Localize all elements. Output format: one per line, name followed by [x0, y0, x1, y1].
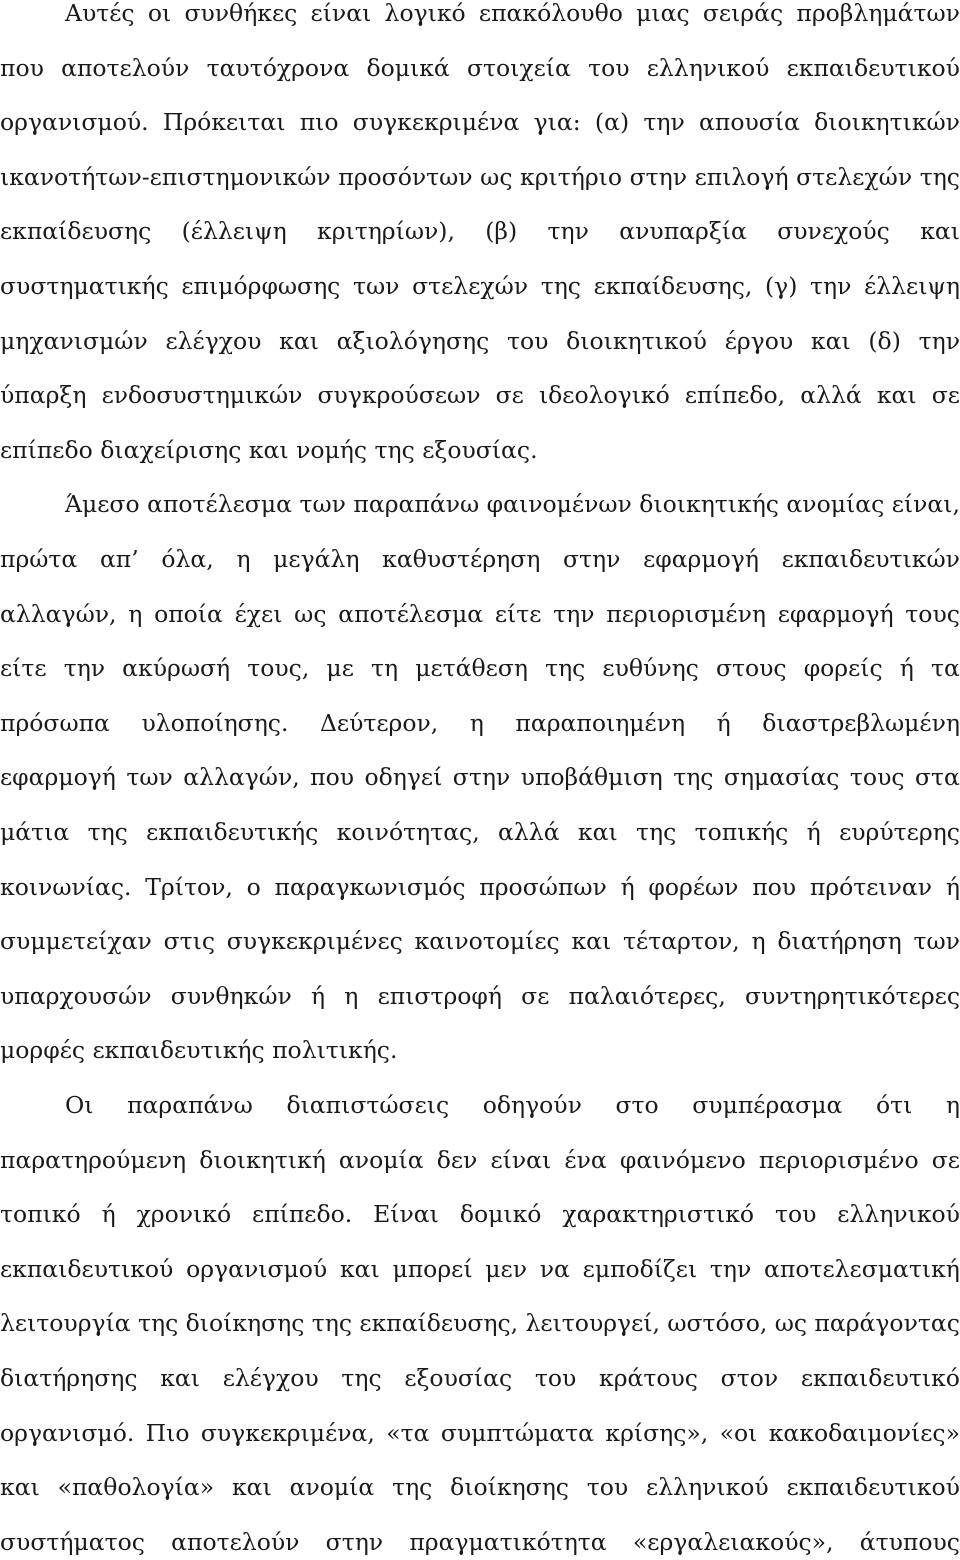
word: της [311, 1309, 353, 1338]
word: διοικητικού [566, 326, 707, 355]
word: της [919, 162, 960, 191]
text-line [0, 969, 960, 1023]
word: αλλαγών, [0, 599, 117, 628]
word: της [545, 654, 586, 683]
word: περιορισμένη [606, 599, 766, 628]
word: αποτελεσματική [764, 1254, 960, 1283]
word: διοικητική [199, 1145, 326, 1174]
word: αποτελούν [61, 53, 190, 82]
word: ένα [564, 1145, 607, 1174]
word: οι [147, 0, 172, 27]
word: κοινωνίας. [0, 872, 132, 901]
word: «τα [386, 1418, 430, 1447]
word: συνθηκών [170, 981, 292, 1010]
word: της [341, 1364, 382, 1392]
word: σε [495, 381, 524, 410]
word: υποβάθμιση [520, 763, 663, 792]
word: στα [914, 763, 960, 792]
text-line [0, 587, 960, 641]
word: εφαρμογή [777, 599, 894, 628]
word: παραπάνω [127, 1091, 253, 1119]
word: συμμετείχαν [0, 927, 152, 956]
text-line [0, 204, 960, 258]
word: ακύρωσή [122, 654, 231, 683]
word: απουσία [699, 108, 800, 137]
word: ικανοτήτων-επιστημονικών [0, 162, 331, 191]
word: Πρόκειται [162, 108, 286, 137]
word: στην [629, 162, 688, 191]
word: αξιολόγησης [336, 326, 490, 355]
word: παράγοντας [814, 1309, 960, 1338]
word: πρώτα [0, 545, 78, 573]
word: πραγματικότητα [409, 1527, 607, 1556]
word: τους [849, 763, 905, 792]
word: ταυτόχρονα [206, 53, 350, 82]
word: προσώπων [479, 872, 607, 901]
word: τέταρτον, [623, 927, 740, 956]
word: την [553, 599, 595, 628]
word: διοίκησης [450, 1473, 569, 1502]
text-line [0, 1078, 960, 1132]
word: ευρύτερης [839, 818, 960, 846]
word: και [876, 381, 917, 410]
word: αποτέλεσμα [147, 490, 292, 519]
word: της [636, 818, 677, 846]
word: των [299, 490, 346, 519]
word: κριτήριο [520, 162, 623, 191]
word: στην [452, 763, 511, 792]
word: στοιχεία [466, 53, 571, 82]
word: στην [325, 1527, 384, 1556]
word: (α) [594, 108, 630, 137]
word: διοίκησης [185, 1309, 305, 1338]
word: ότι [875, 1091, 913, 1119]
word: και [577, 818, 618, 846]
word: εκπαιδευτικής [146, 818, 319, 846]
word: χρονικό [136, 1200, 232, 1229]
word: καινοτομίες [414, 927, 560, 956]
text-line [0, 914, 960, 968]
word: ανυπαρξία [619, 217, 747, 246]
word: εκπαιδευτικού [786, 1473, 960, 1502]
word: φαινομένων [486, 490, 632, 519]
word: εφαρμογή [0, 763, 116, 792]
word: συστήματος [0, 1527, 145, 1556]
word: προβλημάτων [796, 0, 960, 27]
word: οργανισμού [186, 1254, 328, 1283]
word: ιδεολογικό [538, 381, 670, 410]
word: έχει [234, 599, 283, 628]
word: επίπεδο. [252, 1200, 353, 1229]
word: απ’ [99, 545, 139, 573]
word: και [339, 1254, 380, 1283]
word: περιορισμένο [758, 1145, 919, 1174]
word: την [643, 108, 685, 137]
word: και [920, 217, 960, 246]
word: συστηματικής [0, 272, 169, 300]
word: εκπαιδευτικού [786, 53, 960, 82]
word: ελέγχου [222, 1364, 319, 1392]
word: του [774, 1200, 817, 1229]
text-line [0, 532, 960, 586]
word: συντηρητικότερες [745, 981, 960, 1010]
word: τη [370, 654, 399, 683]
word: που [752, 872, 797, 901]
word: «εργαλειακούς», [632, 1527, 834, 1556]
word: εκπαιδευτικών [781, 545, 960, 573]
word: η [469, 708, 484, 737]
word: η [751, 927, 766, 956]
word: δεν [436, 1145, 478, 1174]
word: σε [931, 381, 960, 410]
word: εκπαιδευτικό [800, 1364, 960, 1392]
word: ανομίας [786, 490, 885, 519]
word: μετάθεση [415, 654, 528, 683]
word: μεν [485, 1254, 528, 1283]
word: συγκεκριμένα, [200, 1418, 375, 1447]
word: πρόσωπα [0, 708, 110, 737]
word: στην [563, 545, 621, 573]
word: την [918, 326, 960, 355]
word: λειτουργία [0, 1309, 131, 1338]
word: κοινότητας, [336, 818, 480, 846]
word: είτε [494, 599, 542, 628]
word: και [810, 326, 851, 355]
word: τους [905, 599, 960, 628]
text-line [0, 0, 960, 40]
word: δομικά [366, 53, 450, 82]
word: (γ) [765, 272, 798, 300]
word: εκπαίδευσης, [593, 272, 753, 300]
word: των [353, 272, 400, 300]
word: εκπαίδευσης, [359, 1309, 519, 1338]
word: συμπτώματα [440, 1418, 595, 1447]
word: οδηγούν [482, 1091, 582, 1119]
word: του [506, 326, 549, 355]
word: η [344, 981, 359, 1010]
text-line [0, 1296, 960, 1350]
word: του [588, 53, 630, 82]
word: οποία [154, 599, 223, 628]
word: σειράς [702, 0, 784, 27]
word: διαπιστώσεις [286, 1091, 450, 1119]
word: κριτηρίων), [317, 217, 455, 246]
word: συνεχούς [777, 217, 890, 246]
word: κράτους [599, 1364, 698, 1392]
text-line [0, 1242, 960, 1296]
word: παραπάνω [353, 490, 480, 519]
word: ή [620, 872, 635, 901]
word: φορείς [803, 654, 883, 683]
text-line [0, 1351, 960, 1405]
text-line [0, 1133, 960, 1187]
word: ύπαρξη [0, 381, 87, 410]
word: ή [806, 818, 821, 846]
word: συγκεκριμένα [352, 108, 520, 137]
word: με [326, 654, 354, 683]
word: η [128, 599, 143, 628]
word: καθυστέρηση [382, 545, 541, 573]
word: των [913, 927, 960, 956]
word: της [540, 272, 581, 300]
word: ή [899, 654, 914, 683]
word: παρατηρούμενη [0, 1145, 187, 1174]
text-line [0, 1187, 960, 1241]
word: που [0, 53, 44, 82]
text-line [0, 259, 960, 313]
word: λειτουργεί, [525, 1309, 660, 1338]
word: οργανισμού. [0, 108, 149, 137]
word: παλαιότερες, [568, 981, 726, 1010]
word: ή [945, 872, 960, 901]
word: οργανισμό. [0, 1418, 135, 1447]
word: ως [294, 599, 327, 628]
word: (β) [485, 217, 518, 246]
word: τοπικό [0, 1200, 81, 1229]
word: στον [720, 1364, 779, 1392]
word: είναι, [891, 490, 960, 519]
text-line: μορφές εκπαιδευτικής πολιτικής. [0, 1036, 398, 1065]
word: φαινόμενο [619, 1145, 746, 1174]
word: την [547, 217, 589, 246]
word: ή [101, 1200, 116, 1229]
word: της [87, 818, 128, 846]
word: παραγκωνισμός [274, 872, 466, 901]
word: ευθύνης [602, 654, 699, 683]
word: μηχανισμών [0, 326, 148, 355]
word: ελέγχου [165, 326, 262, 355]
word: την [709, 1254, 752, 1283]
word: «οι [719, 1418, 758, 1447]
word: αποτέλεσμα [338, 599, 484, 628]
word: άτυπους [859, 1527, 960, 1556]
word: επιστροφή [377, 981, 502, 1010]
word: ανομία [338, 1145, 424, 1174]
word: στελεχών [796, 162, 913, 191]
word: διοικητικής [639, 490, 779, 519]
word: Άμεσο [65, 490, 140, 519]
word: μιας [636, 0, 690, 27]
word: ανομία [289, 1473, 375, 1502]
word: επιμόρφωσης [181, 272, 341, 300]
word: την [810, 272, 852, 300]
word: είναι [490, 1145, 552, 1174]
word: Δεύτερον, [319, 708, 439, 737]
word: η [945, 1091, 960, 1119]
word: ελληνικού [837, 1200, 960, 1229]
word: υπαρχουσών [0, 981, 152, 1010]
word: και [160, 1364, 200, 1392]
word: συνθήκες [184, 0, 298, 27]
word: στο [615, 1091, 659, 1119]
word: (έλλειψη [181, 217, 287, 246]
word: στελεχών [412, 272, 529, 300]
text-line [0, 41, 960, 95]
word: ο [246, 872, 261, 901]
text-line [0, 368, 960, 422]
word: κακοδαιμονίες» [768, 1418, 960, 1447]
word: επιλογή [694, 162, 789, 191]
word: τους, [247, 654, 310, 683]
word: στις [163, 927, 216, 956]
text-line [0, 641, 960, 695]
word: είναι [310, 0, 372, 27]
word: διατήρηση [777, 927, 902, 956]
word: έλλειψη [864, 272, 960, 300]
word: συμπέρασμα [692, 1091, 843, 1119]
word: οδηγεί [364, 763, 443, 792]
word: της [673, 763, 714, 792]
word: ωστόσο, [667, 1309, 768, 1338]
word: και [571, 927, 612, 956]
word: του [534, 1364, 577, 1392]
word: και [231, 1473, 272, 1502]
text-line [0, 1460, 960, 1514]
word: κρίσης», [605, 1418, 709, 1447]
word: παραποιημένη [515, 708, 686, 737]
word: και [279, 326, 319, 355]
word: ελληνικού [646, 1473, 769, 1502]
word: ως [774, 1309, 808, 1338]
text-line [0, 860, 960, 914]
word: διατήρησης [0, 1364, 138, 1392]
word: Πιο [145, 1418, 190, 1447]
word: εκπαίδευσης [0, 217, 152, 246]
word: Αυτές [65, 0, 135, 27]
word: φορέων [648, 872, 739, 901]
word: τοπικής [694, 818, 789, 846]
word: προσόντων [338, 162, 473, 191]
word: Είναι [373, 1200, 439, 1229]
word: συγκεκριμένες [226, 927, 403, 956]
word: αλλά [800, 381, 862, 410]
word: επακόλουθο [478, 0, 623, 27]
word: τα [930, 654, 960, 683]
text-line [0, 1515, 960, 1560]
text-line [0, 95, 960, 149]
text-line [0, 750, 960, 804]
word: συγκρούσεων [317, 381, 481, 410]
word: εκπαιδευτικού [0, 1254, 174, 1283]
word: «παθολογία» [57, 1473, 215, 1502]
word: επίπεδο, [684, 381, 786, 410]
text-line [0, 1406, 960, 1460]
word: Οι [65, 1091, 94, 1119]
word: όλα, [161, 545, 214, 573]
word: υλοποίησης. [141, 708, 289, 737]
word: που [310, 763, 355, 792]
text-line [0, 314, 960, 368]
word: έργου [724, 326, 794, 355]
text-line [0, 805, 960, 859]
word: εξουσίας [404, 1364, 513, 1392]
text-line [0, 696, 960, 750]
word: μπορεί [392, 1254, 473, 1283]
word: σε [931, 1145, 960, 1174]
word: (δ) [868, 326, 901, 355]
word: πιο [299, 108, 339, 137]
word: εμποδίζει [582, 1254, 698, 1283]
word: των [126, 763, 173, 792]
word: πρότειναν [809, 872, 933, 901]
word: και [0, 1473, 40, 1502]
word: χαρακτηριστικό [562, 1200, 755, 1229]
word: την [63, 654, 106, 683]
word: Τρίτον, [145, 872, 233, 901]
word: αλλαγών, [183, 763, 300, 792]
word: ελληνικού [646, 53, 770, 82]
word: ή [716, 708, 731, 737]
word: ως [480, 162, 513, 191]
word: η [236, 545, 251, 573]
word: για: [533, 108, 581, 137]
word: αποτελούν [171, 1527, 300, 1556]
word: διαστρεβλωμένη [762, 708, 960, 737]
word: λογικό [384, 0, 466, 27]
word: στους [715, 654, 787, 683]
word: σημασίας [723, 763, 840, 792]
word: να [539, 1254, 570, 1283]
text-line [0, 150, 960, 204]
text-line: επίπεδο διαχείρισης και νομής της εξουσίας. [0, 435, 538, 464]
text-line [0, 477, 960, 531]
word: του [586, 1473, 629, 1502]
word: δομικό [459, 1200, 542, 1229]
word: ενδοσυστημικών [101, 381, 303, 410]
word: σε [521, 981, 550, 1010]
word: της [392, 1473, 433, 1502]
word: μεγάλη [273, 545, 360, 573]
word: διοικητικών [814, 108, 960, 137]
word: ή [310, 981, 326, 1010]
word: μάτια [0, 818, 70, 846]
word: εφαρμογή [643, 545, 759, 573]
word: είτε [0, 654, 47, 683]
word: της [138, 1309, 179, 1338]
word: αλλά [498, 818, 560, 846]
